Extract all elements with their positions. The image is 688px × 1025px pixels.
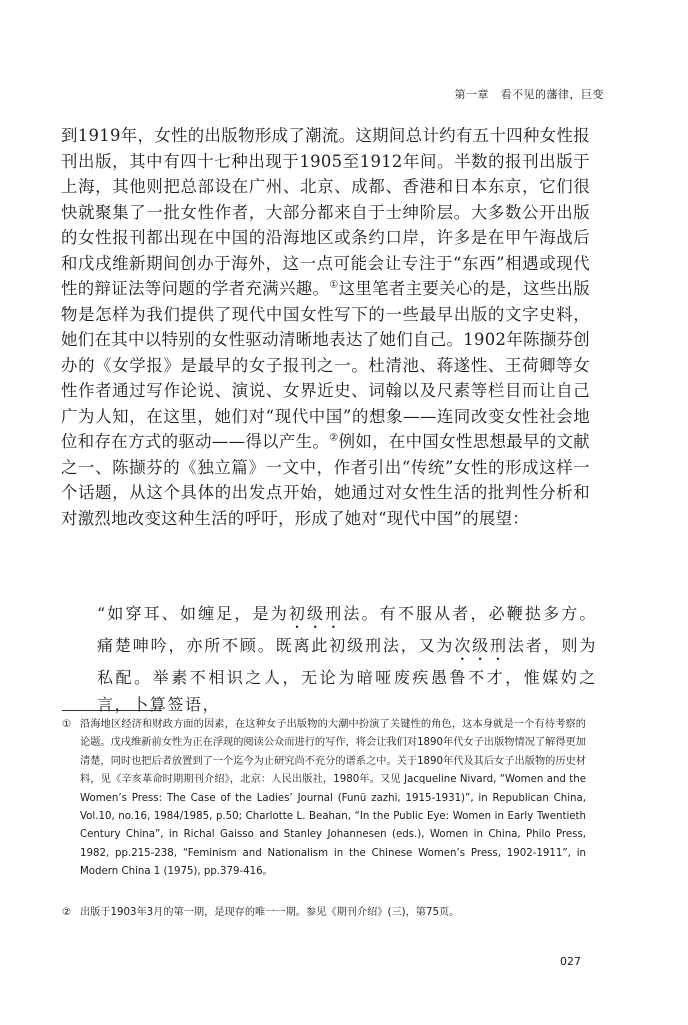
main-text (61, 123, 590, 531)
body-paragraph (61, 123, 590, 531)
page-number: 027 (560, 955, 581, 968)
quote-emphasis-primary: 初级刑 (288, 604, 344, 623)
body-text-part-1: 到1919年，女性的出版物形成了潮流。这期间总计约有五十四种女性报刊出版，其中有四十七种出现于1905至1912年间。半数的报刊出版于上海，其他则把总部设在广州、北京、成都、香港和日本东京，它们很快就聚集了一批女性作者，大部分都来自于士绅阶层。大多数公开出版的女性报刊都出现在中国的沿海地区或条约口岸，许多是在甲午海战后和戊戌维新期间创办于海外，这一点可能会让专注于“东西”相遇或现代性的辩证法等问题的学者充满兴趣。 (61, 126, 590, 298)
quote-emphasis-secondary: 次级刑 (454, 636, 508, 655)
quote-segment-c: 法。有不服从者，必鞭挞多方。痛楚呻吟，亦所不顾。既离此初级刑法，又为 (97, 604, 597, 655)
block-quote (97, 600, 597, 718)
footnote-separator (62, 710, 162, 711)
footnote-1 (62, 716, 586, 882)
running-header: 第一章 看不见的藩律，巨变 (454, 88, 604, 101)
quote-text (97, 600, 597, 718)
footnote-2-marker: ② (62, 907, 72, 918)
footnote-1-marker: ① (62, 719, 72, 730)
body-text-part-2: 这里笔者主要关心的是，这些出版物是怎样为我们提供了现代中国女性写下的一些最早出版的文字史料，她们在其中以特别的女性驱动清晰地表达了她们自己。1902年陈撷芬创办的《女学报》是最早的女子报刊之一。杜清池、蒋遂性、王荷卿等女性作者通过写作论说、演说、女界近史、词翰以及尺素等栏目而让自己广为人知，在这里，她们对“现代中国”的想象——连同改变女性社会地位和存在方式的驱动——得以产生。 (61, 279, 590, 451)
footnote-2-text: 出版于1903年3月的第一期，是现存的唯一一期。参见《期刊介绍》(三)，第75页。 (80, 907, 460, 918)
quote-segment-a: “如穿耳、如缠足，是为 (97, 604, 289, 623)
footnote-reference-2[interactable]: ② (329, 432, 339, 444)
footnote-reference-1[interactable]: ① (329, 279, 339, 291)
body-text-part-3: 例如，在中国女性思想最早的文献之一、陈撷芬的《独立篇》一文中，作者引出“传统”女性的形成这样一个话题，从这个具体的出发点开始，她通过对女性生活的批判性分析和对激烈地改变这种生活的呼吁，形成了她对“现代中国”的展望： (61, 432, 591, 528)
quote-segment-e: 法者，则为私配。举素不相识之人，无论为暗哑废疾愚鲁不才，惟媒妁之言，卜算签语， (97, 636, 597, 714)
footnote-2 (62, 904, 586, 922)
footnote-1-text: 沿海地区经济和财政方面的因素，在这种女子出版物的大潮中扮演了关键性的角色，这本身就是一个有待考察的论题。戊戌维新前女性为正在浮现的阅读公众而进行的写作，将会让我们对1890年代女子出版物情况了解得更加清楚，同时也把后者放置到了一个迄今为止研究尚不充分的谱系之中。关于1890年代及其后女子出版物的历史材料，见《辛亥革命时期期刊介绍》，北京：人民出版社，1980年。又见 Jacqueline Nivard, “Women and the Women’s Press: The Case of the Ladies’ Journal (Funü zazhi, 1915-1931)”, in Republican China, Vol.10, no.16, 1984/1985, p.50; Charlotte L. Beahan, “In the Public Eye: Women in Early Twentieth Century China”, in Richal Gaisso and Stanley Johannesen (eds.), Women in China, Philo Press, 1982, pp.215-238, “Feminism and Nationalism in the Chinese Women’s Press, 1902-1911”, in Modern China 1 (1975), pp.379-416。 (80, 719, 586, 878)
